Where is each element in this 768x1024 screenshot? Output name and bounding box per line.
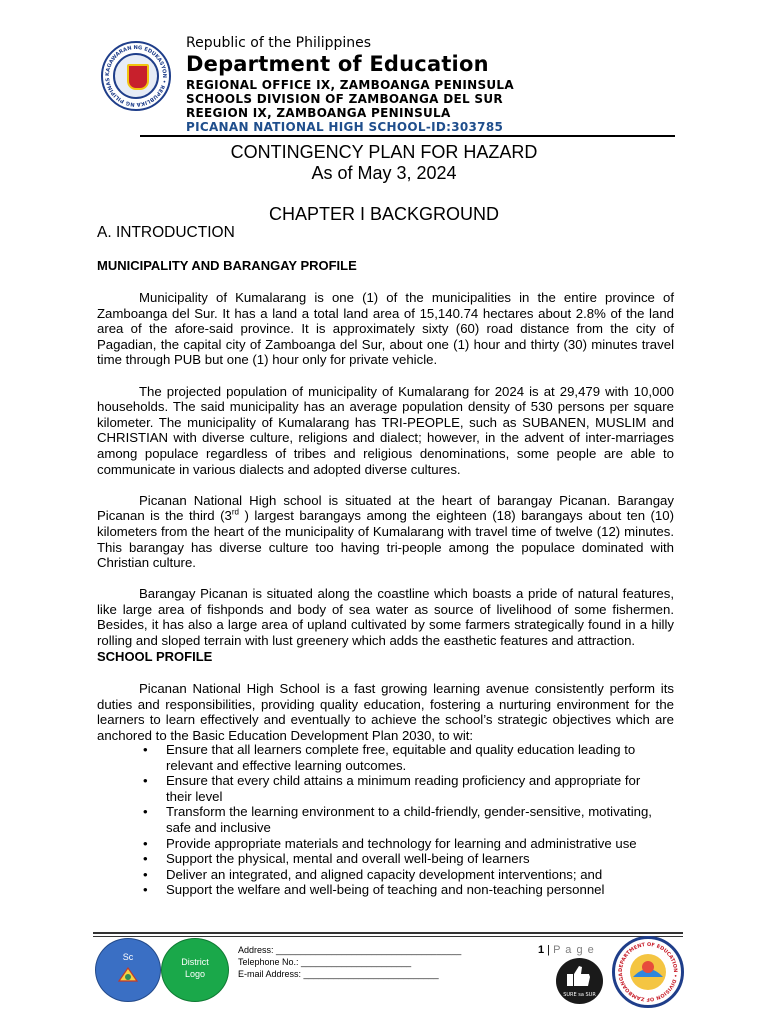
footer-divider-thin: [93, 936, 683, 937]
department-title: Department of Education: [186, 52, 489, 76]
list-item: • Provide appropriate materials and technology for learning and administrative use: [143, 835, 637, 851]
section-introduction: A. INTRODUCTION: [97, 224, 235, 241]
deped-seal: [101, 41, 171, 111]
svg-text:SURE sa SUR: SURE sa SUR: [563, 992, 596, 998]
district-logo: District Logo: [161, 938, 229, 1002]
list-item: • Support the physical, mental and overall well-being of learners: [143, 851, 530, 867]
division-seal: [612, 936, 684, 1008]
municipality-heading: MUNICIPALITY AND BARANGAY PROFILE: [97, 258, 357, 273]
republic-text: Republic of the Philippines: [186, 35, 372, 51]
paragraph-5: Picanan National High School is a fast growing learning avenue consistently perform its duties and responsibilities, providing quality education, fostering a nurturing environment for the learners to learn effectively and eventually to achieve the school’s strategic objectives which are anchored to the Basic Education Development Plan 2030, to wit:: [97, 681, 674, 743]
sure-sa-sur-logo: [556, 958, 603, 1004]
paragraph-1: Municipality of Kumalarang is one (1) of the municipalities in the entire province of Zamboanga del Sur. It has a land a total land area of 15,140.74 hectares about 2.8% of the land area of the afore-said province. It is approximately sixty (60) road distance from the city of Pagadian, the capital city of Zamboanga del Sur, about one (1) hour and thirty (30) minutes travel time through PUB but one (1) hour only for private vehicle.: [97, 290, 674, 368]
document-title: CONTINGENCY PLAN FOR HAZARD: [230, 142, 538, 162]
footer-divider: [93, 932, 683, 934]
header-divider: [140, 135, 675, 137]
school-id: PICANAN NATIONAL HIGH SCHOOL-ID:303785: [186, 120, 504, 134]
paragraph-4: Barangay Picanan is situated along the coastline which boasts a pride of natural features, like large area of fishponds and body of sea water as source of livelihood of some fishermen. Besides, it has also a large area of upland cultivated by some farmers strategically found in a hilly rolling and sloped terrain with lust greenery which adds the easthetic features and attraction.: [97, 586, 674, 649]
region-line: REEGION IX, ZAMBOANGA PENINSULA: [186, 106, 451, 120]
school-logo: Sc: [95, 938, 161, 1002]
document-date: As of May 3, 2024: [311, 163, 457, 183]
list-item: • Support the welfare and well-being of teaching and non-teaching personnel: [143, 882, 605, 898]
svg-text:KAGAWARAN NG EDUKASYON • REPUB: KAGAWARAN NG EDUKASYON • REPUBLIKA NG PILIPINAS: [104, 44, 168, 108]
page-number: 1 | P a g e: [538, 944, 595, 956]
division-seal-emblem: [615, 939, 681, 1005]
objectives-list: [97, 742, 674, 898]
footer-address: Address: _____________________________________: [238, 945, 462, 955]
list-item: • Ensure that every child attains a minimum reading proficiency and appropriate for their level: [143, 773, 641, 804]
footer-email: E-mail Address: ___________________________: [238, 969, 439, 979]
paragraph-3: Picanan National High school is situated at the heart of barangay Picanan. Barangay Picanan is the third (3rd ) largest barangays among the eighteen (18) barangays about ten (10) kilometers from the heart of the municipality of Kumalarang with travel time of twelve (12) minutes. This barangay has diverse culture too having tri-people among the populace dominated with Christian culture.: [97, 492, 674, 571]
school-logo-icon: [117, 965, 139, 983]
footer-telephone: Telephone No.: ______________________: [238, 957, 412, 967]
chapter-title: CHAPTER I BACKGROUND: [268, 204, 500, 224]
municipality-profile-text: [97, 290, 674, 664]
paragraph-2: The projected population of municipality of Kumalarang for 2024 is at 29,479 with 10,000 households. The said municipality has an average population density of 530 persons per square kilometer. The municipality of Kumalarang has TRI-PEOPLE, such as SUBANEN, MUSLIM and CHRISTIAN with diverse culture, religions and dialect; however, in the advent of inter-marriages among populace regardless of tribes and religious denominations, some people are able to communicate in various dialects and adopted diverse cultures.: [97, 383, 674, 477]
schools-division: SCHOOLS DIVISION OF ZAMBOANGA DEL SUR: [186, 92, 503, 106]
list-item: • Ensure that all learners complete free, equitable and quality education leading to relevant and effective learning outcomes.: [143, 742, 636, 773]
list-item: • Transform the learning environment to a child-friendly, gender-sensitive, motivating, safe and inclusive: [143, 804, 652, 835]
school-profile-heading: SCHOOL PROFILE: [97, 649, 213, 664]
svg-text:DEPARTMENT OF EDUCATION • DIVI: DEPARTMENT OF EDUCATION • DIVISION OF ZAMBOANGA: [617, 941, 679, 1003]
regional-office: REGIONAL OFFICE IX, ZAMBOANGA PENINSULA: [186, 78, 514, 92]
thumbs-up-icon: [556, 958, 603, 1004]
list-item: • Deliver an integrated, and aligned capacity development interventions; and: [143, 866, 603, 882]
